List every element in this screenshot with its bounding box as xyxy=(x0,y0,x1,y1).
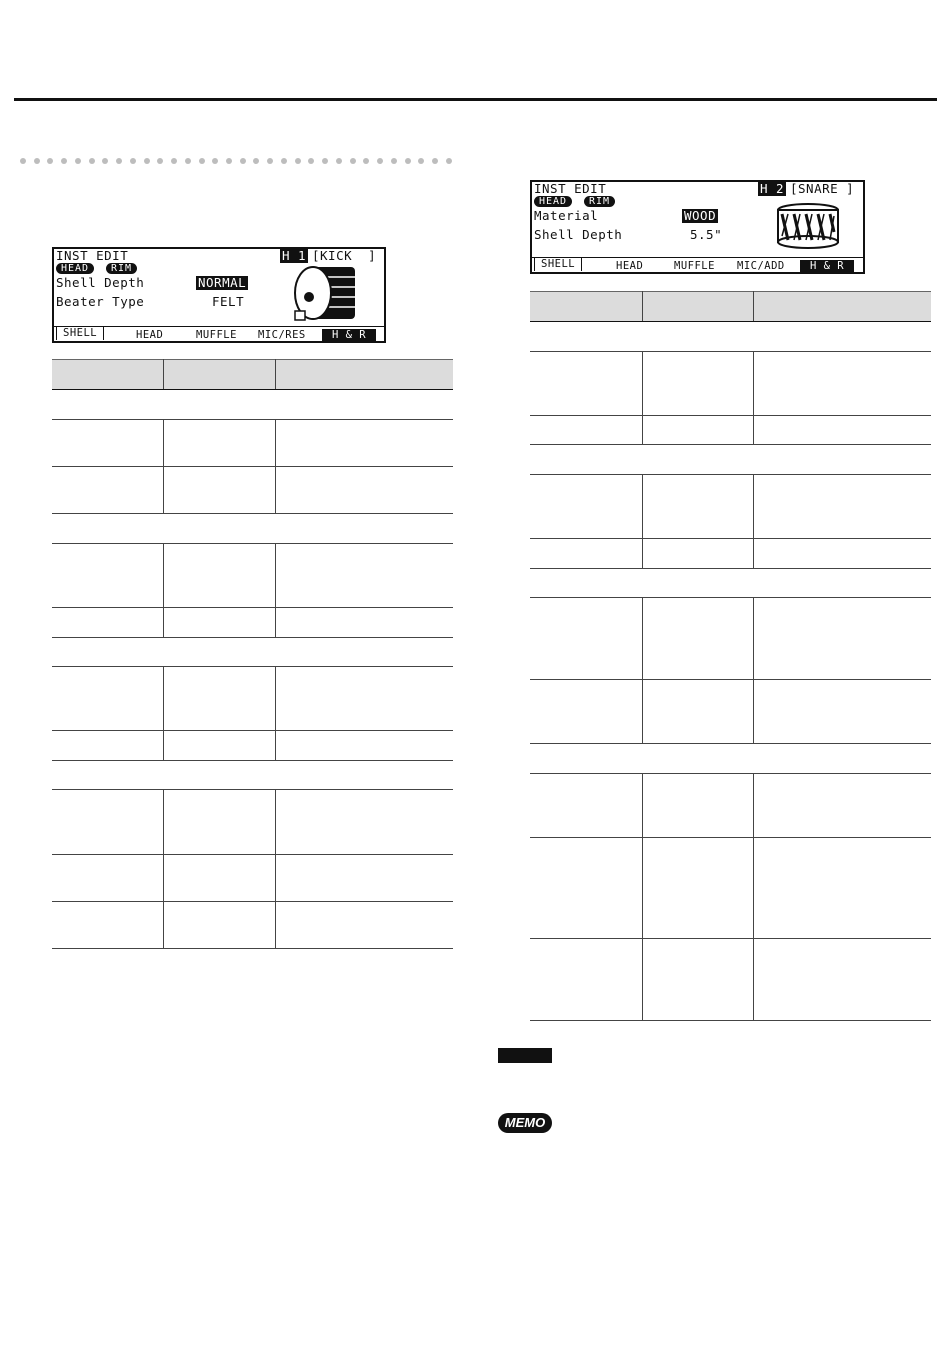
table-section-row xyxy=(530,322,931,352)
tab-shell[interactable]: SHELL xyxy=(56,326,104,340)
param-value-shell-depth[interactable]: NORMAL xyxy=(198,275,247,290)
instrument-name: [SNARE ] xyxy=(790,181,855,196)
table-section-row xyxy=(530,744,931,774)
rim-pill[interactable]: RIM xyxy=(584,196,615,207)
param-label-beater-type: Beater Type xyxy=(56,294,145,309)
rim-pill[interactable]: RIM xyxy=(106,263,137,274)
table-row xyxy=(530,539,931,569)
table-row xyxy=(52,731,453,761)
snare-parameter-table xyxy=(530,291,931,1021)
table-row xyxy=(530,416,931,445)
param-value-beater-type[interactable]: FELT xyxy=(212,294,245,309)
table-row xyxy=(52,902,453,949)
param-value-shell-depth[interactable]: 5.5" xyxy=(690,227,723,242)
lcd-tab-bar xyxy=(54,326,384,341)
head-pill[interactable]: HEAD xyxy=(56,263,94,274)
kick-drum-icon xyxy=(289,263,361,323)
table-section-row xyxy=(530,569,931,598)
table-row xyxy=(530,598,931,680)
table-row xyxy=(52,420,453,467)
pad-indicator: H 2 xyxy=(760,181,785,196)
table-row xyxy=(52,467,453,514)
head-pill[interactable]: HEAD xyxy=(534,196,572,207)
top-rule xyxy=(14,98,937,101)
note-tag xyxy=(498,1048,552,1063)
table-section-row xyxy=(530,445,931,475)
tab-h-and-r[interactable]: H & R xyxy=(800,260,854,272)
kick-parameter-table xyxy=(52,359,453,949)
table-row xyxy=(530,475,931,539)
table-section-row xyxy=(52,638,453,667)
tab-head[interactable]: HEAD xyxy=(136,329,164,341)
param-label-shell-depth: Shell Depth xyxy=(534,227,623,242)
snare-drum-icon xyxy=(774,202,842,250)
tab-muffle[interactable]: MUFFLE xyxy=(196,329,237,341)
table-row xyxy=(52,855,453,902)
table-row xyxy=(52,790,453,855)
table-row xyxy=(530,680,931,744)
table-row xyxy=(52,667,453,731)
tab-mic-add[interactable]: MIC/ADD xyxy=(737,260,785,272)
table-header-row xyxy=(52,360,453,390)
pad-indicator: H 1 xyxy=(282,248,307,263)
param-value-material[interactable]: WOOD xyxy=(684,208,717,223)
table-row xyxy=(530,352,931,416)
tab-mic-res[interactable]: MIC/RES xyxy=(258,329,306,341)
table-row xyxy=(530,939,931,1021)
tab-muffle[interactable]: MUFFLE xyxy=(674,260,715,272)
table-row xyxy=(530,838,931,939)
section-dot-divider xyxy=(20,157,452,165)
memo-tag: MEMO xyxy=(498,1113,552,1133)
table-section-row xyxy=(52,390,453,420)
table-row xyxy=(530,774,931,838)
lcd-title: INST EDIT xyxy=(534,181,607,196)
table-section-row xyxy=(52,514,453,544)
table-header-row xyxy=(530,292,931,322)
lcd-screen-snare xyxy=(530,180,865,274)
tab-shell[interactable]: SHELL xyxy=(534,257,582,271)
tab-h-and-r[interactable]: H & R xyxy=(322,329,376,341)
table-row xyxy=(52,544,453,608)
table-section-row xyxy=(52,761,453,790)
lcd-title: INST EDIT xyxy=(56,248,129,263)
lcd-tab-bar xyxy=(532,257,863,272)
table-row xyxy=(52,608,453,638)
instrument-name: [KICK ] xyxy=(312,248,377,263)
param-label-shell-depth: Shell Depth xyxy=(56,275,145,290)
param-label-material: Material xyxy=(534,208,599,223)
lcd-screen-kick xyxy=(52,247,386,343)
tab-head[interactable]: HEAD xyxy=(616,260,644,272)
